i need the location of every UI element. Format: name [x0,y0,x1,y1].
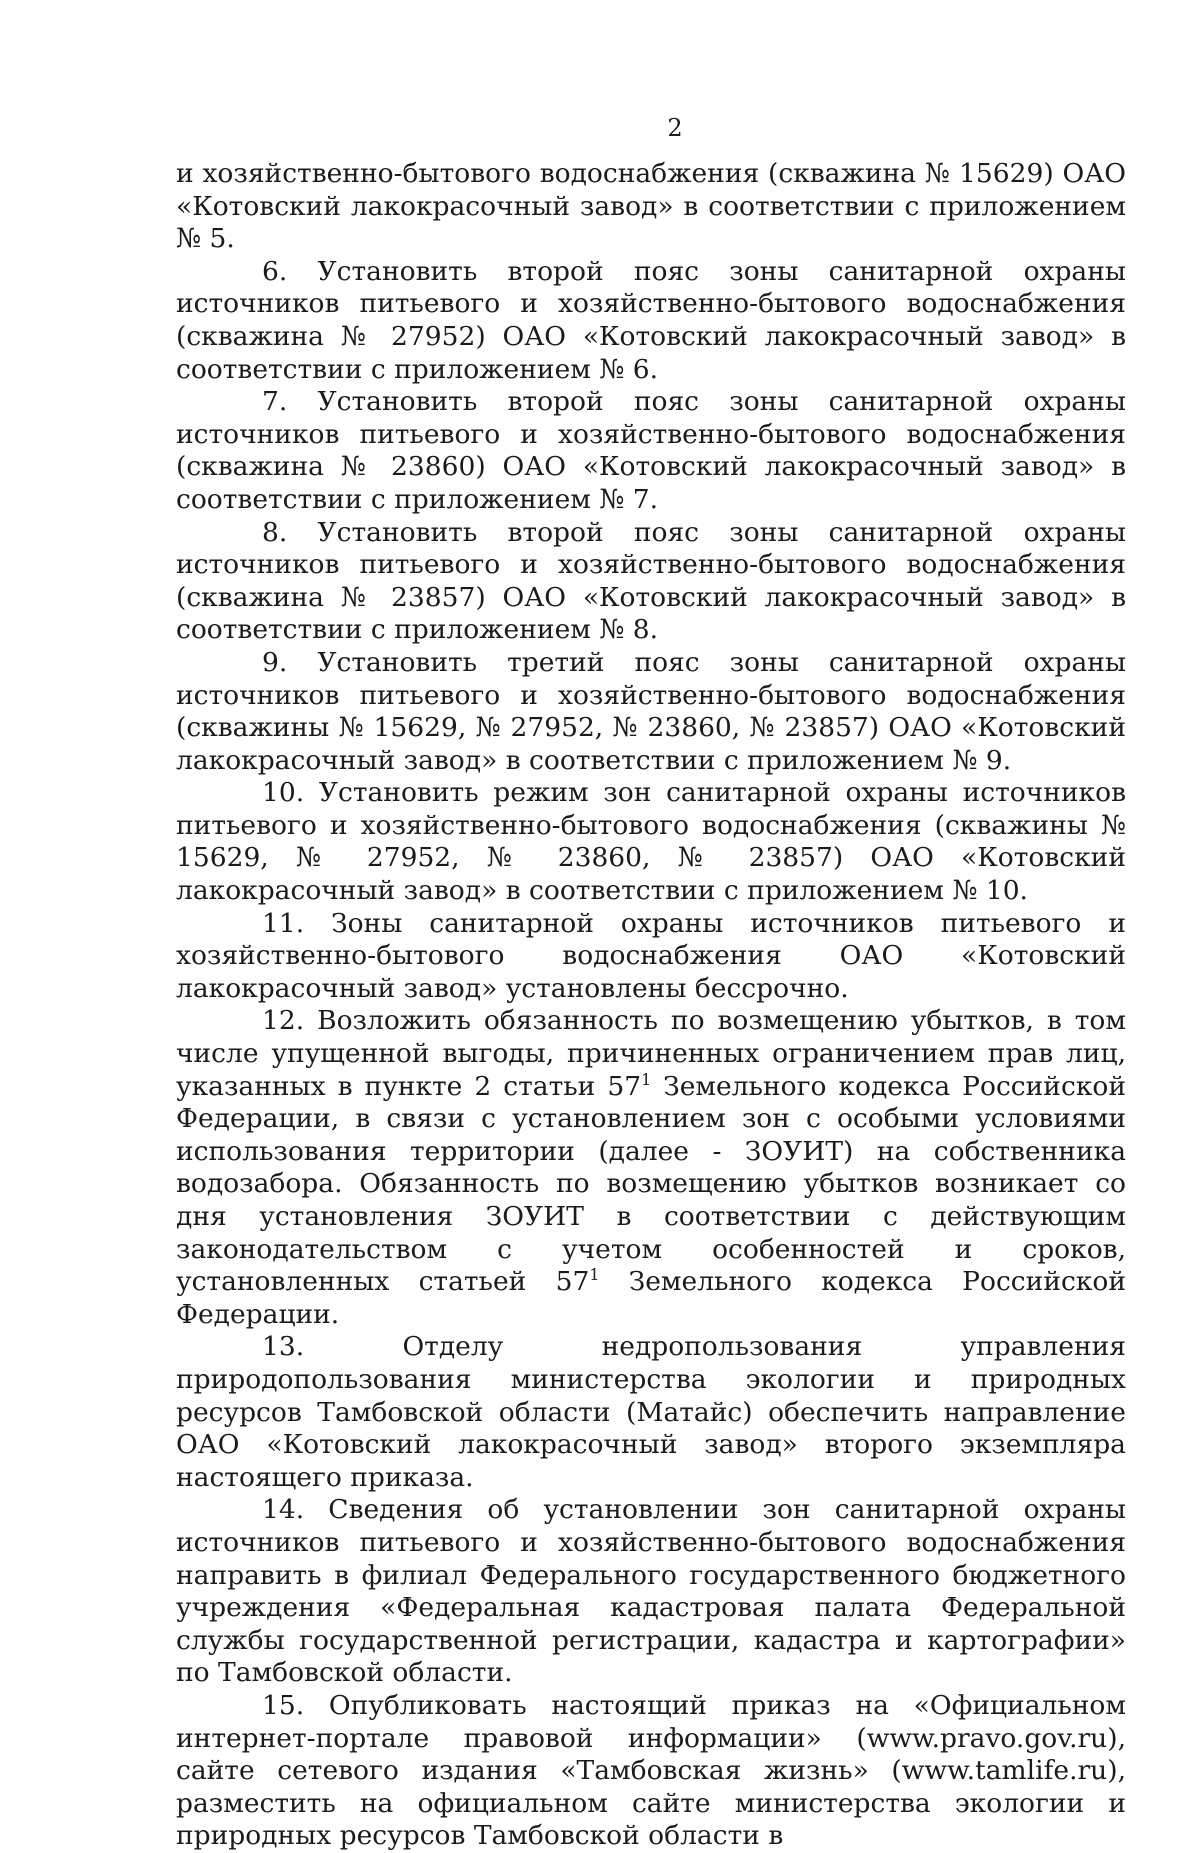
paragraph-10 [176,1494,1126,1690]
paragraph-text: 11. Зоны санитарной охраны источников питьевого и хозяйственно-бытового водоснабжения ОАО «Котовский лакокрасочный завод» установлены бессрочно. [176,907,1126,1004]
paragraph-text: 7. Установить второй пояс зоны санитарной охраны источников питьевого и хозяйственно-бытового водоснабжения (скважина № 23860) ОАО «Котовский лакокрасочный завод» в соответствии с приложением № 7. [176,386,1126,515]
document-body [176,158,1126,1853]
paragraph-text: 12. Возложить обязанность по возмещению убытков, в том числе упущенной выгоды, причиненных ограничением прав лиц, указанных в пункте 2 статьи 57 [176,1005,1126,1102]
paragraph-text: 15. Опубликовать настоящий приказ на «Официальном интернет-портале правовой информации» (www.pravo.gov.ru), сайте сетевого издания «Тамбовская жизнь» (www.tamlife.ru), разместить на официальном сайте министерства экологии и природных ресурсов Тамбовской области в [176,1689,1126,1852]
paragraph-7 [176,908,1126,1006]
superscript: 1 [589,1265,600,1285]
paragraph-3 [176,386,1126,516]
paragraph-4 [176,517,1126,647]
paragraph-text: Земельного кодекса Российской Федерации, в связи с установлением зон с особыми условиями использования территории (далее - ЗОУИТ) на собственника водозабора. Обязанность по возмещению убытков возникает со дня установления ЗОУИТ в соответствии с действующим законодательством с учетом особенностей и сроков, установленных статьей 57 [176,1070,1126,1298]
paragraph-text: и хозяйственно-бытового водоснабжения (скважина № 15629) ОАО «Котовский лакокрасочный завод» в соответствии с приложением № 5. [176,158,1126,255]
paragraph-11 [176,1690,1126,1853]
paragraph-2 [176,256,1126,386]
paragraph-text: 6. Установить второй пояс зоны санитарной охраны источников питьевого и хозяйственно-бытового водоснабжения (скважина № 27952) ОАО «Котовский лакокрасочный завод» в соответствии с приложением № 6. [176,255,1126,385]
paragraph-1 [176,158,1126,256]
paragraph-text: 10. Установить режим зон санитарной охраны источников питьевого и хозяйственно-бытового водоснабжения (скважины № 15629, № 27952, № 23860, № 23857) ОАО «Котовский лакокрасочный завод» в соответствии с приложением № 10. [176,777,1126,907]
paragraph-5 [176,647,1126,777]
paragraph-6 [176,777,1126,907]
superscript: 1 [641,1069,652,1089]
paragraph-text: 14. Сведения об установлении зон санитарной охраны источников питьевого и хозяйственно-бытового водоснабжения направить в филиал Федерального государственного бюджетного учреждения «Федеральная кадастровая палата Федеральной службы государственной регистрации, кадастра и картографии» по Тамбовской области. [176,1494,1126,1689]
paragraph-9 [176,1331,1126,1494]
paragraph-text: 13. Отделу недропользования управления природопользования министерства экологии и природных ресурсов Тамбовской области (Матайс) обеспечить направление ОАО «Котовский лакокрасочный завод» второго экземпляра настоящего приказа. [176,1331,1126,1493]
paragraph-text: 8. Установить второй пояс зоны санитарной охраны источников питьевого и хозяйственно-бытового водоснабжения (скважина № 23857) ОАО «Котовский лакокрасочный завод» в соответствии с приложением № 8. [176,516,1126,646]
page-number: 2 [667,114,683,142]
paragraph-text: Земельного кодекса Российской Федерации. [176,1266,1126,1330]
paragraph-text: 9. Установить третий пояс зоны санитарной охраны источников питьевого и хозяйственно-бытового водоснабжения (скважины № 15629, № 27952, № 23860, № 23857) ОАО «Котовский лакокрасочный завод» в соответствии с приложением № 9. [176,646,1126,776]
paragraph-8 [176,1005,1126,1331]
